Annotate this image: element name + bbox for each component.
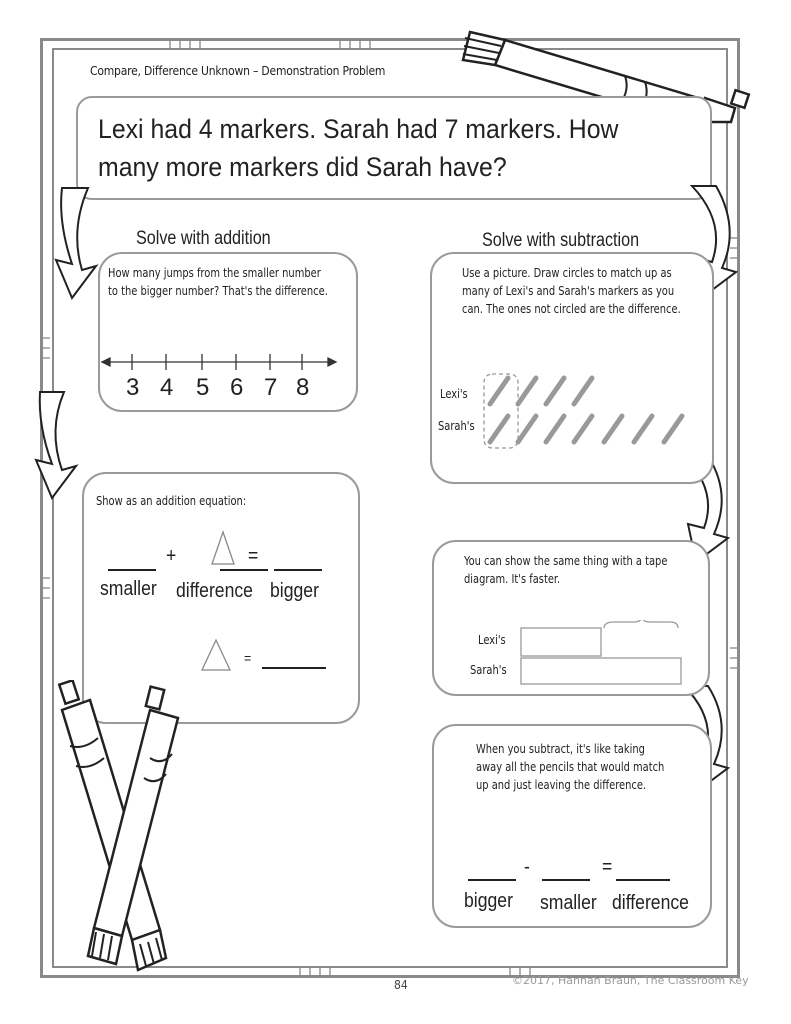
crossed-markers-illustration <box>50 680 200 980</box>
answer-blank <box>196 636 336 676</box>
copyright-text: ©2017, Hannah Braun, The Classroom Key <box>512 974 749 987</box>
subtraction-title: Solve with subtraction <box>482 230 640 251</box>
label-difference: difference <box>176 580 253 602</box>
subtraction-blanks <box>464 862 684 886</box>
tape-text: You can show the same thing with a tape diagram. It's faster. <box>464 553 668 586</box>
tape-lexi-label: Lexi's <box>478 632 506 647</box>
answer-equals-sign: = <box>244 650 252 666</box>
tick-label: 5 <box>196 374 210 401</box>
worksheet-header: Compare, Difference Unknown – Demonstration Problem <box>90 64 386 78</box>
addition-blanks <box>100 524 340 584</box>
minus-sign: - <box>524 856 530 878</box>
tape-diagram <box>518 620 688 690</box>
equation-prompt: Show as an addition equation: <box>96 493 247 508</box>
label-smaller: smaller <box>100 578 157 600</box>
picture-text: Use a picture. Draw circles to match up as many of Lexi's and Sarah's markers as you can. The ones not circled are the difference. <box>462 265 681 316</box>
arrow-left-2 <box>36 392 76 498</box>
subtract-text: When you subtract, it's like taking away all the pencils that would match up and just leaving the difference. <box>476 741 665 792</box>
label-bigger: bigger <box>270 580 319 602</box>
page-number: 84 <box>394 978 408 992</box>
tick-label: 8 <box>296 374 310 401</box>
arrow-left-1 <box>56 188 96 298</box>
question-text: Lexi had 4 markers. Sarah had 7 markers. How many more markers did Sarah have? <box>98 114 619 182</box>
sub-equals-sign: = <box>602 856 613 878</box>
tick-label: 3 <box>126 374 140 401</box>
sub-label-difference: difference <box>612 892 689 914</box>
equals-sign: = <box>248 545 259 567</box>
sub-label-smaller: smaller <box>540 892 597 914</box>
sarah-label: Sarah's <box>438 418 475 433</box>
tick-label: 6 <box>230 374 244 401</box>
tape-sarah-label: Sarah's <box>470 662 507 677</box>
plus-sign: + <box>166 545 177 567</box>
jumps-text: How many jumps from the smaller number to the bigger number? That's the difference. <box>108 265 328 298</box>
lexi-label: Lexi's <box>440 386 468 401</box>
addition-title: Solve with addition <box>136 228 271 249</box>
tally-picture <box>480 370 710 450</box>
tick-label: 4 <box>160 374 174 401</box>
tick-label: 7 <box>264 374 278 401</box>
sub-label-bigger: bigger <box>464 890 513 912</box>
